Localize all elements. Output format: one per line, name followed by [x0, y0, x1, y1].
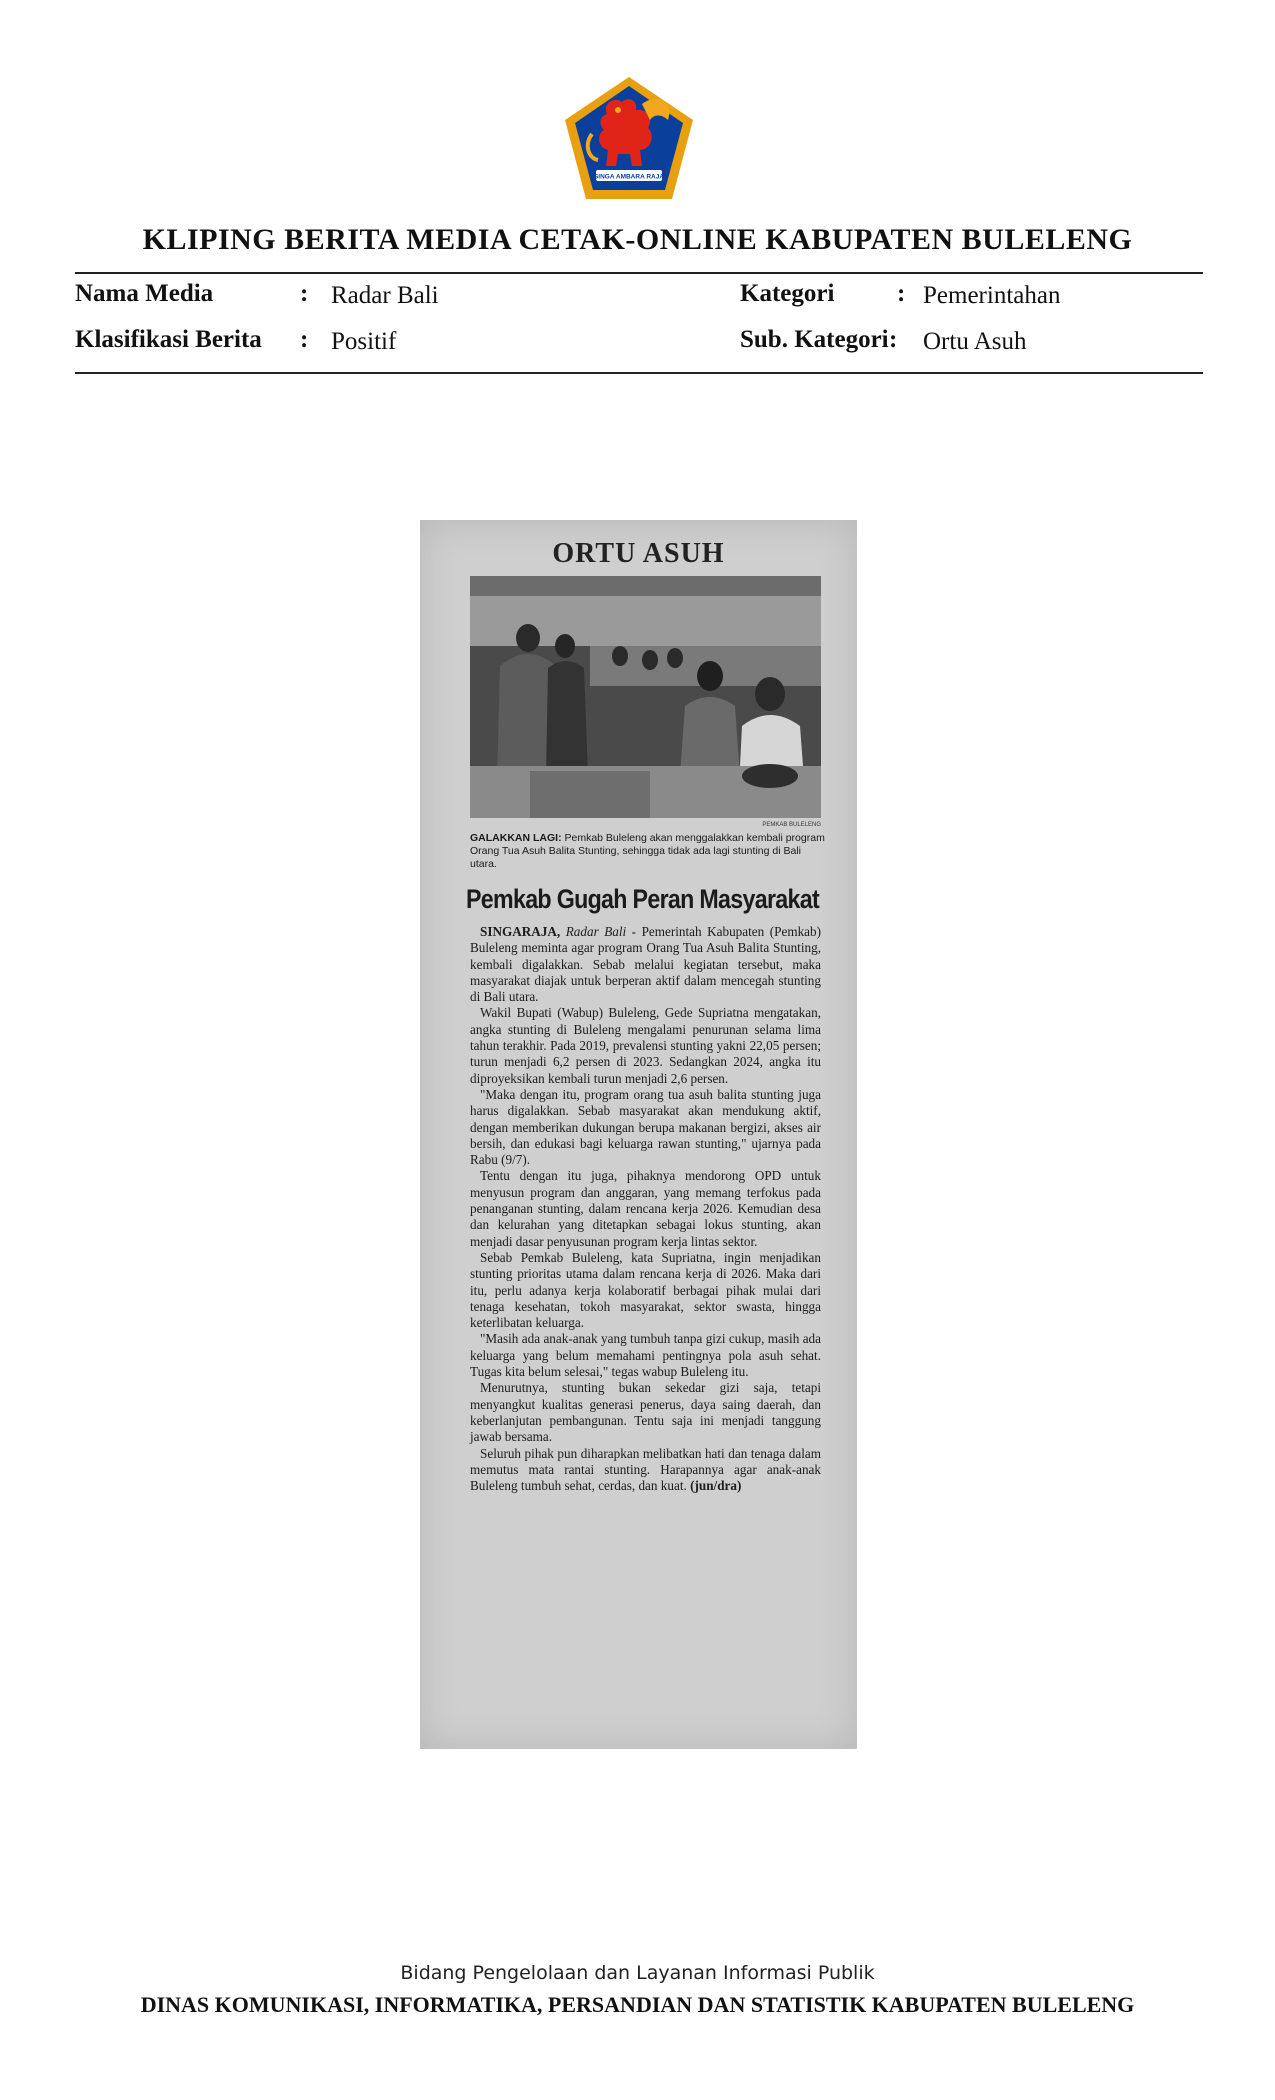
- meta-value: Positif: [331, 328, 397, 355]
- caption-text: Pemkab Buleleng akan menggalakkan kembali program Orang Tua Asuh Balita Stunting, sehingga tidak ada lagi stunting di Bali utara.: [470, 832, 825, 870]
- article-paragraph: [470, 1446, 821, 1495]
- meta-value: Ortu Asuh: [923, 328, 1027, 355]
- divider-top: [75, 272, 1203, 274]
- logo-motto: SINGA AMBARA RAJA: [593, 173, 665, 181]
- source-name: Radar Bali: [565, 924, 627, 939]
- article-paragraph: Sebab Pemkab Buleleng, kata Supriatna, ingin menjadikan stunting prioritas utama dalam rencana kerja di 2026. Maka dari itu, perlu adanya kerja kolaboratif berbagai pihak mulai dari tenaga kesehatan, tokoh masyarakat, sektor swasta, hingga keterlibatan keluarga.: [470, 1249, 821, 1331]
- article-headline: Pemkab Gugah Peran Masyarakat: [466, 884, 820, 914]
- dateline: SINGARAJA,: [480, 924, 561, 939]
- footer-division: Bidang Pengelolaan dan Layanan Informasi Publik: [400, 1962, 875, 1984]
- meta-label: Klasifikasi Berita: [75, 326, 262, 353]
- article-body: [470, 924, 821, 1494]
- meta-colon: :: [300, 280, 309, 307]
- article-paragraph: Tentu dengan itu juga, pihaknya mendorong OPD untuk menyusun program dan anggaran, yang memang terfokus pada penanganan stunting, dalam rencana kerja 2026. Kemudian desa dan kelurahan yang ditetapkan sebagai lokus stunting, akan menjadi dasar penyusunan program kerja lintas sektor.: [470, 1168, 821, 1249]
- newspaper-clipping: [420, 520, 857, 1749]
- author-signature: (jun/dra): [690, 1478, 742, 1494]
- caption-lead: GALAKKAN LAGI:: [470, 832, 562, 844]
- buleleng-regency-logo: [562, 74, 696, 202]
- photo-credit: PEMKAB BULELENG: [762, 822, 821, 828]
- article-paragraph: [470, 924, 821, 1005]
- photo-caption: [470, 832, 827, 871]
- news-photo: [470, 576, 821, 818]
- meta-label: Sub. Kategori: [740, 326, 889, 353]
- article-paragraph: "Masih ada anak-anak yang tumbuh tanpa gizi cukup, masih ada keluarga yang belum memahami pentingnya pola asuh sehat. Tugas kita belum selesai," tegas wabup Buleleng itu.: [470, 1331, 821, 1380]
- article-paragraph: "Maka dengan itu, program orang tua asuh balita stunting juga harus digalakkan. Sebab masyarakat akan mendukung aktif, dengan memberikan dukungan berupa makanan bergizi, akses air bersih, dan edukasi bagi keluarga rawan stunting," ujarnya pada Rabu (9/7).: [470, 1086, 821, 1168]
- article-paragraph: Wakil Bupati (Wabup) Buleleng, Gede Supriatna mengatakan, angka stunting di Buleleng mengalami penurunan selama lima tahun terakhir. Pada 2019, prevalensi stunting yakni 22,05 persen; turun menjadi 6,2 persen di 2023. Sedangkan 2024, angka itu diproyeksikan kembali turun menjadi 2,6 persen.: [470, 1005, 821, 1086]
- section-heading: ORTU ASUH: [552, 538, 725, 569]
- divider-bottom: [75, 372, 1203, 374]
- meta-colon: :: [897, 280, 906, 307]
- paragraph-text: Seluruh pihak pun diharapkan melibatkan hati dan tenaga dalam memutus mata rantai stunting. Harapannya agar anak-anak Buleleng tumbuh sehat, cerdas, dan kuat.: [470, 1445, 821, 1494]
- meta-colon: :: [889, 326, 898, 353]
- meta-klasifikasi: [75, 326, 397, 355]
- meta-label: Kategori: [740, 280, 835, 307]
- meta-colon: :: [300, 326, 309, 353]
- meta-nama-media: [75, 280, 439, 309]
- document-title: KLIPING BERITA MEDIA CETAK-ONLINE KABUPATEN BULELENG: [142, 223, 1133, 256]
- article-paragraph: Menurutnya, stunting bukan sekedar gizi saja, tetapi menyangkut kualitas generasi penerus, daya saing daerah, dan keberlanjutan pembangunan. Tentu saja ini menjadi tanggung jawab bersama.: [470, 1380, 821, 1445]
- meta-value: Radar Bali: [331, 282, 439, 309]
- footer-agency: DINAS KOMUNIKASI, INFORMATIKA, PERSANDIAN DAN STATISTIK KABUPATEN BULELENG: [140, 1992, 1135, 2017]
- paragraph-text: - Pemerintah Kabupaten (Pemkab) Buleleng meminta agar program Orang Tua Asuh Balita Stunting, kembali digalakkan. Sebab melalui kegiatan tersebut, maka masyarakat diajak untuk berperan aktif dalam mencegah stunting di Bali utara.: [470, 924, 822, 1005]
- meta-sub-kategori: [740, 326, 1027, 355]
- meta-label: Nama Media: [75, 280, 214, 307]
- meta-kategori: [740, 280, 1061, 309]
- meta-value: Pemerintahan: [923, 282, 1061, 309]
